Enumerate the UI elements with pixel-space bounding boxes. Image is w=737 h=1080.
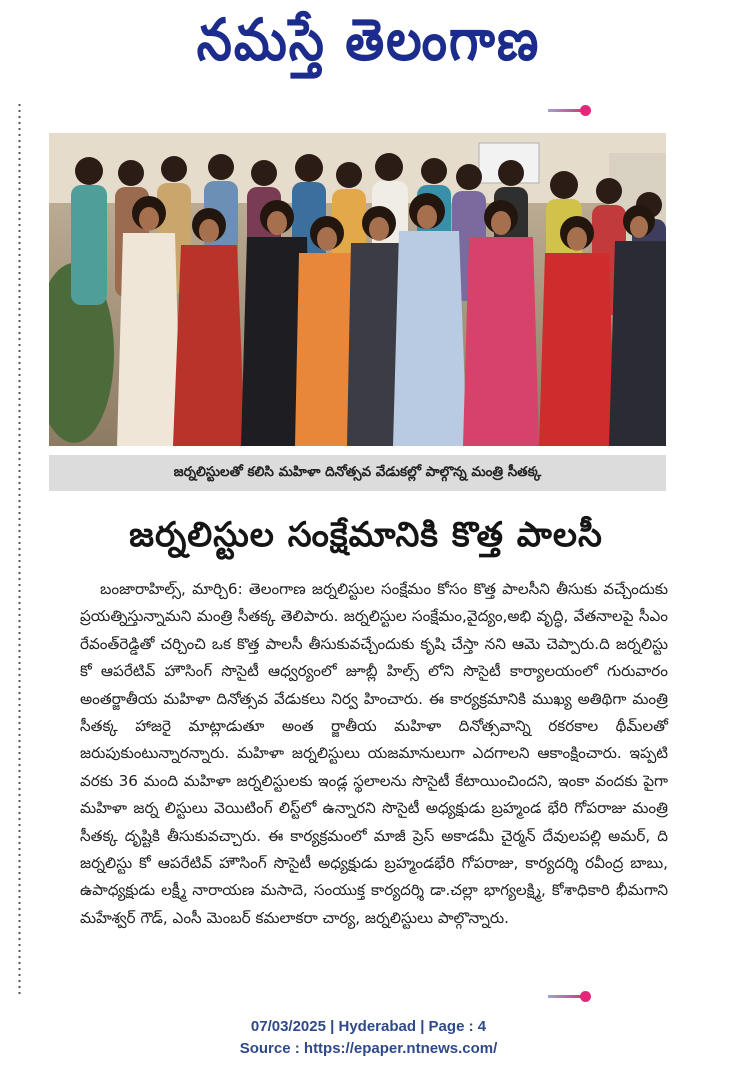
caption-text: జర్నలిస్టులతో కలిసి మహిళా దినోత్సవ వేడుకల్లో పాల్గొన్న మంత్రి సీతక్క <box>173 463 542 480</box>
column-divider <box>18 102 21 994</box>
photo-caption <box>49 455 666 491</box>
source-link[interactable]: Source : https://epaper.ntnews.com/ <box>239 1040 498 1057</box>
decorative-dot-bottom <box>580 991 591 1002</box>
decorative-rule-top <box>548 109 582 112</box>
decorative-dot-top <box>580 105 591 116</box>
news-photo <box>49 133 666 446</box>
date-location-page: 07/03/2025 | Hyderabad | Page : 4 <box>250 1018 487 1035</box>
newspaper-logo: నమస్తే తెలంగాణ <box>196 6 541 73</box>
headline-text: జర్నలిస్టుల సంక్షేమానికి కొత్త పాలసీ <box>129 515 603 555</box>
article-headline <box>36 504 696 574</box>
article-paragraph: బంజారాహిల్స్, మార్చి6: తెలంగాణ జర్నలిస్టుల సంక్షేమం కోసం కొత్త పాలసీని తీసుకు వచ్చేందుకు ప్రయత్నిస్తున్నామని మంత్రి సీతక్క తెలిపారు. జర్నలిస్టుల సంక్షేమం,వైద్యం,అభి వృద్ధి, వేతనాలపై సీఎం రేవంత్‌రెడ్డితో చర్చించి ఒక కొత్త పాలసీ తీసుకువచ్చేందుకు కృషి చేస్తా నని ఆమె చెప్పారు.ది జర్నలిస్టు కో ఆపరేటివ్ హౌసింగ్ సొసైటీ ఆధ్వర్యంలో జూబ్లీ హిల్స్ లోని సొసైటీ కార్యాలయంలో గురువారం అంతర్జాతీయ మహిళా దినోత్సవ వేడుకలు నిర్వ హించారు. ఈ కార్యక్రమానికి ముఖ్య అతిథిగా మంత్రి సీతక్క హాజరై మాట్లాడుతూ అంత ర్జాతీయ మహిళా దినోత్సవాన్ని రకరకాల థీమ్‌లతో జరుపుకుంటున్నారన్నారు. మహిళా జర్నలిస్టులు యజమానులుగా ఎదగాలని ఆకాంక్షించారు. ఇప్పటి వరకు 36 మంది మహిళా జర్నలిస్టులకు ఇండ్ల స్థలాలను సొసైటీ కేటాయించిందని, ఇంకా వందకు పైగా మహిళా జర్న లిస్టులు వెయిటింగ్ లిస్ట్‌లో ఉన్నారని సొసైటీ అధ్యక్షుడు బ్రహ్మండ భేరి గోపరాజు మంత్రి సీతక్క దృష్టికి తీసుకువచ్చారు. ఈ కార్యక్రమంలో మాజీ ప్రెస్ అకాడమీ చైర్మన్ దేవులపల్లి అమర్, ది జర్నలిస్టు కో ఆపరేటివ్ హౌసింగ్ సొసైటీ అధ్యక్షుడు బ్రహ్మండభేరి గోపరాజు, కార్యదర్శి రవీంద్ర బాబు, ఉపాధ్యక్షుడు లక్ష్మీ నారాయణ మసాదె, సంయుక్త కార్యదర్శి డా.చల్లా భాగ్యలక్ష్మి, కోశాధికారి భీమగాని మహేశ్వర్ గౌడ్, ఎంసీ మెంబర్ కమలాకరా చార్య, జర్నలిస్టులు పాల్గొన్నారు. <box>80 580 668 927</box>
article-body <box>80 576 668 986</box>
page-footer <box>0 1016 737 1060</box>
decorative-rule-bottom <box>548 995 582 998</box>
masthead <box>0 2 737 92</box>
